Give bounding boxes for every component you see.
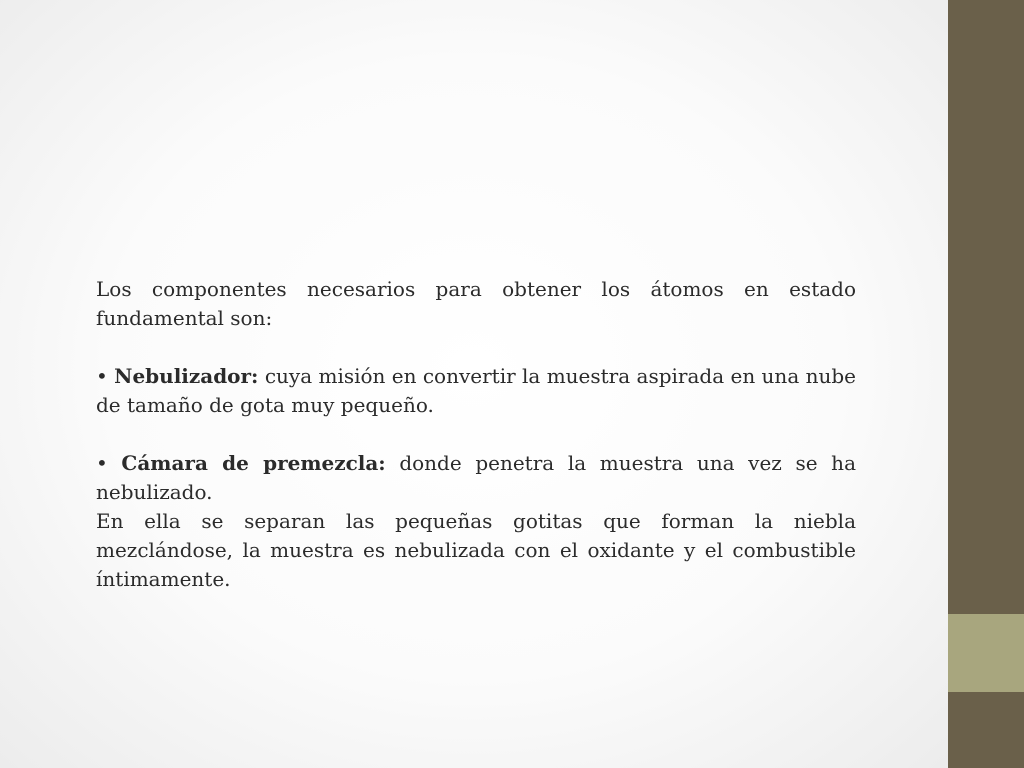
closing-paragraph: En ella se separan las pequeñas gotitas que forman la niebla mezclándose, la muestra es nebulizada con el oxidante y el combustible íntimamente. [96,509,856,591]
bullet-item-camara [96,449,856,507]
bullet-term: Cámara de premezcla: [121,451,386,475]
side-bar-accent [948,614,1024,692]
spacer [96,420,856,449]
intro-paragraph: Los componentes necesarios para obtener los átomos en estado fundamental son: [96,277,856,330]
bullet-text: donde penetra la muestra una vez se ha nebulizado. [96,451,856,504]
bullet-marker: • [96,364,108,388]
spacer [96,333,856,362]
slide-content [96,275,856,594]
bullet-term: Nebulizador: [114,364,259,388]
bullet-text: cuya misión en convertir la muestra aspirada en una nube de tamaño de gota muy pequeño. [96,364,856,417]
bullet-item-nebulizador [96,362,856,420]
bullet-marker: • [96,451,108,475]
